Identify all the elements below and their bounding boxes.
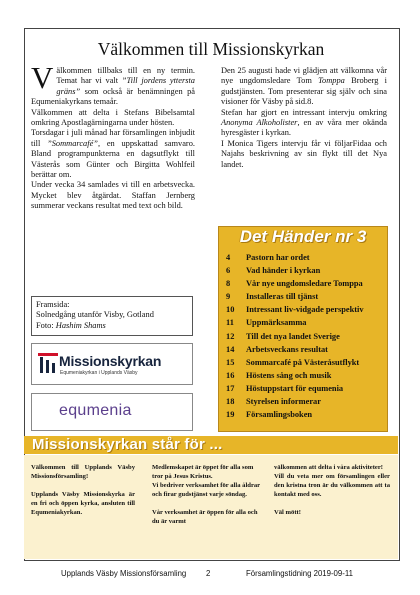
drop-cap: V: [31, 60, 54, 95]
cover-caption-heading: Framsida:: [36, 300, 70, 309]
contents-item-title: Sommarcafé på Västeråsutflykt: [246, 357, 360, 367]
welcome-text: Välkommen till Upplands Väsby Missionsförsamling!: [31, 464, 135, 480]
values-column-1: [31, 463, 135, 517]
closing-text: Väl mött!: [274, 509, 301, 516]
contents-item-title: Höstuppstart för equmenia: [246, 383, 344, 393]
contents-item: [226, 382, 364, 395]
contents-item-title: Uppmärksamma: [246, 318, 307, 328]
left-article-column: [31, 60, 195, 212]
contents-item-page: 18: [226, 397, 235, 407]
contents-item: [226, 290, 364, 303]
refugee-interview-paragraph: I Monica Tigers intervju får vi följarFidaa och Najahs beskrivning av sin flykt till det Nya landet.: [221, 138, 387, 169]
right-article-column: [221, 66, 387, 170]
contents-item-title: Vår nye ungdomsledare Tomppa: [246, 279, 363, 289]
contents-item-page: 17: [226, 383, 235, 393]
contents-item-page: 8: [226, 279, 231, 289]
footer-organisation: Upplands Väsby Missionsförsamling: [61, 569, 187, 578]
contents-item-title: Höstens sång och musik: [246, 370, 332, 380]
contents-item-page: 9: [226, 292, 231, 302]
equmenia-logo-name: equmenia: [59, 402, 132, 419]
contents-item: [226, 264, 364, 277]
contents-item-page: 12: [226, 331, 235, 341]
missionskyrkan-logo: [31, 343, 193, 385]
work-week-paragraph: Under vecka 34 samlades vi till en arbetsvecka. Mycket blev åtgärdat. Staffan Jernberg summerar veckans resultat med text och bild.: [31, 180, 195, 211]
contents-list: [226, 251, 364, 421]
join-text: välkommen att delta i våra aktiviteter!: [274, 464, 383, 471]
intro-paragraph: Välkommen tillbaks till en ny termin. Temat har vi valt ”Till jordens yttersta gräns” som också är benämningen på Equmeniakyrkans temaår.: [31, 60, 195, 107]
missionskyrkan-emblem-icon: [38, 353, 58, 375]
contents-item-page: 16: [226, 370, 235, 380]
youth-leader-paragraph: Den 25 augusti hade vi glädjen att välkomna vår nye ungdomsledare Tom Tomppa Broberg i gudstjänsten. Tom presenterar sig själv och sina visioner för Väsby på sid.8.: [221, 66, 388, 107]
values-column-2: [152, 463, 264, 526]
summer-cafe-paragraph: Torsdagar i juli månad har församlingen inbjudit till ”Sommarcafé”, en uppskattad samvaro. Bland programpunkterna en dagsutflykt till Västerås som Günter och Birgitta Wohlfeil berättar om.: [31, 128, 195, 180]
contents-item-page: 6: [226, 266, 231, 276]
contents-item: [226, 343, 364, 356]
contents-item: [226, 408, 364, 421]
interview-paragraph: Stefan har gjort en intressant intervju omkring Anonyma Alkoholister, en av våra mer okända hyresgäster i kyrkan.: [221, 107, 387, 138]
contents-box: [218, 226, 388, 432]
contents-item-title: Installeras till tjänst: [246, 292, 319, 302]
cover-caption-photo-credit: Foto: Hashim Shams: [36, 320, 106, 330]
values-banner: [24, 436, 398, 454]
bible-study-paragraph: Välkommen att delta i Stefans Bibelsamtal omkring Apostlagärningarna under hösten.: [31, 107, 195, 128]
membership-text: Medlemskapet är öppet för alla som tror på Jesus Kristus.: [152, 464, 254, 480]
values-section: [24, 455, 398, 559]
contents-item-title: Till det nya landet Sverige: [246, 331, 340, 341]
contents-item-page: 15: [226, 357, 235, 367]
contents-item-title: Pastorn har ordet: [246, 253, 310, 262]
missionskyrkan-logo-subtitle: Equmeniakyrkan i Upplands Väsby: [60, 370, 138, 376]
values-column-3: [274, 463, 390, 517]
contents-item-title: Vad händer i kyrkan: [246, 266, 321, 276]
cover-caption-box: [31, 296, 193, 336]
contents-item: [226, 316, 364, 329]
contents-item: [226, 356, 364, 369]
contents-item-page: 10: [226, 305, 235, 315]
contents-item: [226, 277, 364, 290]
contact-text: Vill du veta mer om församlingen eller den kristna tron är du välkommen att ta kontakt med oss.: [274, 473, 390, 498]
page-title: Välkommen till Missionskyrkan: [97, 39, 325, 59]
contents-item: [226, 369, 364, 382]
contents-item-page: 19: [226, 410, 235, 420]
contents-item-title: Församlingsboken: [246, 410, 313, 420]
contents-item-page: 4: [226, 253, 231, 262]
contents-item-title: Intressant liv-vidgade perspektiv: [246, 305, 364, 315]
activities-text: Vi bedriver verksamhet för alla åldrar och firar gudstjänst varje söndag.: [152, 482, 260, 498]
cover-caption-location: Solnedgång utanför Visby, Gotland: [36, 310, 154, 320]
contents-item-title: Arbetsveckans resultat: [246, 344, 328, 354]
contents-item: [226, 251, 364, 264]
contents-item-page: 14: [226, 344, 235, 354]
footer-page-number: 2: [206, 569, 211, 578]
contents-item-title: Styrelsen informerar: [246, 397, 321, 407]
contents-item: [226, 330, 364, 343]
open-activities-text: Vår verksamhet är öppen för alla och du är varmt: [152, 509, 258, 525]
contents-item: [226, 303, 364, 316]
equmenia-logo: [31, 393, 193, 431]
contents-item: [226, 395, 364, 408]
contents-item-page: 11: [226, 318, 234, 328]
footer-issue-date: Församlingstidning 2019-09-11: [246, 569, 353, 578]
contents-title: Det Händer nr 3: [239, 227, 367, 246]
values-banner-title: Missionskyrkan står för ...: [32, 436, 223, 453]
church-description-text: Upplands Väsby Missionskyrka är en fri och öppen kyrka, ansluten till Equmeniakyrkan.: [31, 491, 135, 516]
missionskyrkan-logo-name: Missionskyrkan: [59, 353, 162, 369]
